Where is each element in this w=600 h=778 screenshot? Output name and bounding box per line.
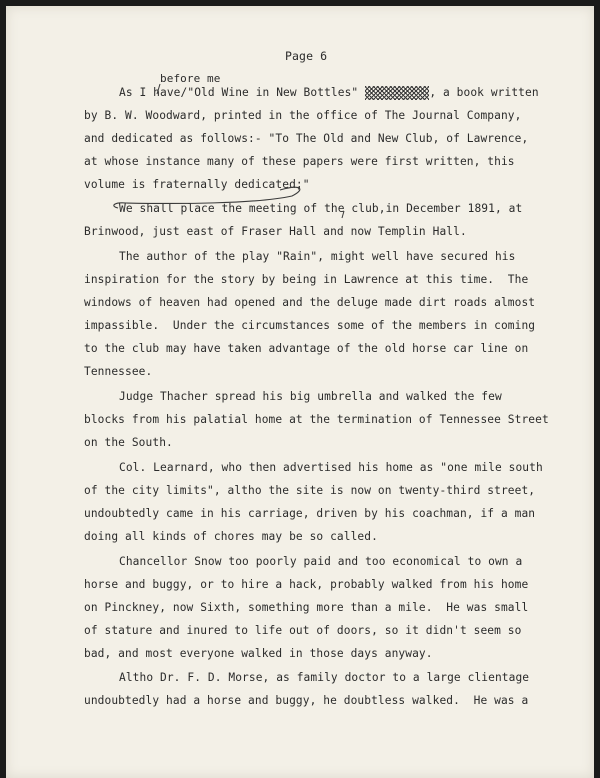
text-line: volume is fraternally dedicated;" [84, 178, 310, 191]
text-line: Chancellor Snow too poorly paid and too economical to own a [119, 555, 523, 568]
text-segment: , a book written [429, 86, 539, 99]
text-line: on Pinckney, now Sixth, something more than a mile. He was small [84, 601, 529, 614]
text-line: inspiration for the story by being in Lawrence at this time. The [84, 273, 529, 286]
text-line: undoubtedly had a horse and buggy, he doubtless walked. He was a [84, 694, 529, 707]
text-line: Brinwood, just east of Fraser Hall and now Templin Hall. [84, 225, 467, 238]
document-page [6, 6, 594, 778]
struck-text [365, 86, 429, 100]
text-line: of stature and inured to life out of doors, so it didn't seem so [84, 624, 522, 637]
text-line: Judge Thacher spread his big umbrella and walked the few [119, 390, 502, 403]
text-line: bad, and most everyone walked in those days anyway. [84, 647, 433, 660]
text-line: windows of heaven had opened and the deluge made dirt roads almost [84, 296, 536, 309]
text-line: impassible. Under the circumstances some of the members in coming [84, 319, 536, 332]
text-line: undoubtedly came in his carriage, driven by his coachman, if a man [84, 507, 536, 520]
text-line: on the South. [84, 436, 173, 449]
text-segment: As I have/"Old Wine in New Bottles" [119, 86, 366, 99]
text-line: blocks from his palatial home at the termination of Tennessee Street [84, 413, 549, 426]
text-line: Col. Learnard, who then advertised his home as "one mile south [119, 461, 543, 474]
text-line: The author of the play "Rain", might well have secured his [119, 250, 516, 263]
text-line [119, 86, 539, 100]
text-line: to the club may have taken advantage of the old horse car line on [84, 342, 529, 355]
text-line: and dedicated as follows:- "To The Old and New Club, of Lawrence, [84, 132, 529, 145]
text-line: of the city limits", altho the site is now on twenty-third street, [84, 484, 536, 497]
handwritten-insertion: before me [160, 72, 221, 85]
page-number: Page 6 [285, 49, 328, 63]
text-line: Altho Dr. F. D. Morse, as family doctor to a large clientage [119, 671, 530, 684]
text-line: horse and buggy, or to hire a hack, probably walked from his home [84, 578, 529, 591]
text-line: at whose instance many of these papers were first written, this [84, 155, 515, 168]
text-line: Tennessee. [84, 365, 153, 378]
text-line: We shall place the meeting of the club,in December 1891, at [119, 202, 523, 215]
text-line: by B. W. Woodward, printed in the office of The Journal Company, [84, 109, 522, 122]
text-line: doing all kinds of chores may be so called. [84, 530, 378, 543]
